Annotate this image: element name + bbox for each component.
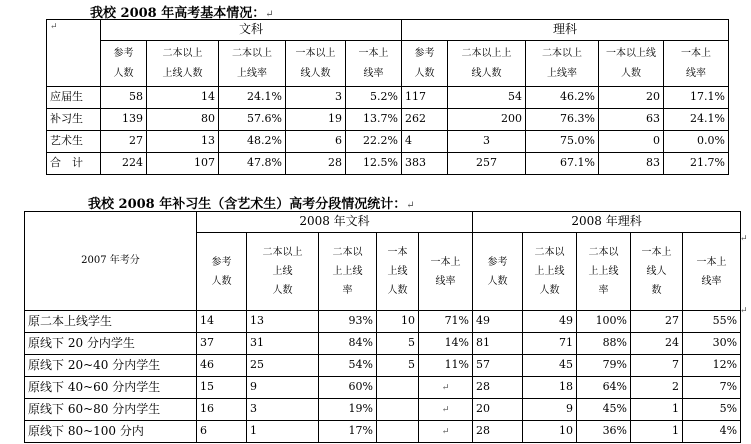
table2-group-header: 2008 年理科 bbox=[473, 212, 741, 233]
table-cell: 24.1% bbox=[219, 87, 286, 109]
table-row bbox=[47, 153, 729, 175]
paragraph-mark-icon: ↵ bbox=[265, 9, 274, 20]
table-row bbox=[25, 377, 741, 399]
table-cell: 15 bbox=[197, 377, 247, 399]
table-cell: 58 bbox=[101, 87, 147, 109]
table-cell: 117 bbox=[402, 87, 448, 109]
table1-corner-cell bbox=[47, 20, 101, 87]
table-cell: 17% bbox=[319, 421, 377, 443]
table-cell: 19% bbox=[319, 399, 377, 421]
table-row bbox=[25, 311, 741, 333]
table-cell bbox=[377, 399, 419, 421]
table-cell: 76.3% bbox=[526, 109, 599, 131]
table-cell: 1 bbox=[631, 399, 683, 421]
table-cell: 5 bbox=[377, 333, 419, 355]
table-cell: 45% bbox=[577, 399, 631, 421]
table-cell: 84% bbox=[319, 333, 377, 355]
table-cell: 36% bbox=[577, 421, 631, 443]
row-label: 原线下 20 分内学生 bbox=[25, 333, 197, 355]
table-cell: 139 bbox=[101, 109, 147, 131]
table-cell: 57 bbox=[473, 355, 523, 377]
table-cell: 47.8% bbox=[219, 153, 286, 175]
table-cell: 12.5% bbox=[346, 153, 402, 175]
paragraph-mark-icon: ↵ bbox=[441, 383, 450, 394]
table-row bbox=[47, 109, 729, 131]
table-cell: 200 bbox=[448, 109, 526, 131]
table-cell: 4 bbox=[402, 131, 448, 153]
table-cell: 16 bbox=[197, 399, 247, 421]
table-cell: 20 bbox=[599, 87, 664, 109]
table-cell: 46.2% bbox=[526, 87, 599, 109]
table-cell: 67.1% bbox=[526, 153, 599, 175]
table-cell: 25 bbox=[247, 355, 319, 377]
table1-col-header: 一本以上 线人数 bbox=[286, 41, 346, 87]
table-cell: 257 bbox=[448, 153, 526, 175]
table-cell: 27 bbox=[631, 311, 683, 333]
table2-col-header: 一本上 线率 bbox=[419, 233, 473, 311]
table-cell: 21.7% bbox=[664, 153, 729, 175]
table-cell: 46 bbox=[197, 355, 247, 377]
table-cell: 100% bbox=[577, 311, 631, 333]
table2-col-header: 二本以上 上线 人数 bbox=[247, 233, 319, 311]
table2-col-header: 参考 人数 bbox=[473, 233, 523, 311]
paragraph-mark-icon: ↵ bbox=[740, 234, 748, 244]
table-cell: 3 bbox=[448, 131, 526, 153]
row-label: 原线下 20~40 分内学生 bbox=[25, 355, 197, 377]
table-cell: 54% bbox=[319, 355, 377, 377]
paragraph-mark-icon: ↵ bbox=[406, 200, 415, 211]
table-cell: 22.2% bbox=[346, 131, 402, 153]
table-row bbox=[25, 333, 741, 355]
table-cell: 14 bbox=[197, 311, 247, 333]
table-cell: 5.2% bbox=[346, 87, 402, 109]
table-row bbox=[25, 399, 741, 421]
table-cell: 18 bbox=[523, 377, 577, 399]
table2-col-header: 二本以 上上线 率 bbox=[319, 233, 377, 311]
table-cell bbox=[377, 377, 419, 399]
table-cell: 28 bbox=[473, 377, 523, 399]
table1-title-text: 我校 2008 年高考基本情况： bbox=[90, 6, 266, 21]
row-label: 原线下 80~100 分内 bbox=[25, 421, 197, 443]
table-cell: 6 bbox=[286, 131, 346, 153]
table-cell: 1 bbox=[631, 421, 683, 443]
table2-col-header: 二本以 上上线 人数 bbox=[523, 233, 577, 311]
table1-col-header: 参考 人数 bbox=[101, 41, 147, 87]
table1-col-header: 一本上 线率 bbox=[346, 41, 402, 87]
table-cell: 24 bbox=[631, 333, 683, 355]
row-label: 原线下 60~80 分内学生 bbox=[25, 399, 197, 421]
table1-col-header: 二本以上 上线率 bbox=[526, 41, 599, 87]
table2-score-segments bbox=[24, 211, 741, 443]
table-cell: 107 bbox=[147, 153, 219, 175]
table-cell: 30% bbox=[683, 333, 741, 355]
table-cell: 71% bbox=[419, 311, 473, 333]
table-cell: 81 bbox=[473, 333, 523, 355]
table-cell: 28 bbox=[286, 153, 346, 175]
table-cell: 14 bbox=[147, 87, 219, 109]
table-cell: 49 bbox=[473, 311, 523, 333]
table1-group-header: 文科 bbox=[101, 20, 402, 41]
table-cell: 3 bbox=[286, 87, 346, 109]
table-row bbox=[25, 355, 741, 377]
table-cell: 0.0% bbox=[664, 131, 729, 153]
table-cell bbox=[419, 377, 473, 399]
table-cell: 31 bbox=[247, 333, 319, 355]
table1-col-header: 二本以上 上线率 bbox=[219, 41, 286, 87]
table-cell: 63 bbox=[599, 109, 664, 131]
table-cell: 7 bbox=[631, 355, 683, 377]
table-cell: 224 bbox=[101, 153, 147, 175]
table-cell: 27 bbox=[101, 131, 147, 153]
table-cell: 13.7% bbox=[346, 109, 402, 131]
table-cell: 9 bbox=[247, 377, 319, 399]
paragraph-mark-icon: ↵ bbox=[740, 306, 748, 316]
table-cell: 17.1% bbox=[664, 87, 729, 109]
paragraph-mark-icon: ↵ bbox=[50, 22, 58, 32]
table2-title bbox=[88, 193, 415, 212]
table-cell: 10 bbox=[377, 311, 419, 333]
table1-group-header: 理科 bbox=[402, 20, 729, 41]
table2-group-header: 2008 年文科 bbox=[197, 212, 473, 233]
table-cell: 6 bbox=[197, 421, 247, 443]
table-cell: 14% bbox=[419, 333, 473, 355]
table-cell: 3 bbox=[247, 399, 319, 421]
table-cell: 5% bbox=[683, 399, 741, 421]
table-cell: 64% bbox=[577, 377, 631, 399]
table-cell: 13 bbox=[247, 311, 319, 333]
table-cell: 1 bbox=[247, 421, 319, 443]
table-cell: 12% bbox=[683, 355, 741, 377]
table2-col-header: 一本 上线 人数 bbox=[377, 233, 419, 311]
table-cell: 83 bbox=[599, 153, 664, 175]
row-label: 补习生 bbox=[47, 109, 101, 131]
table2-corner-label: 2007 年考分 bbox=[25, 212, 197, 311]
table-cell: 2 bbox=[631, 377, 683, 399]
table-cell: 5 bbox=[377, 355, 419, 377]
table-cell: 7% bbox=[683, 377, 741, 399]
table-row bbox=[47, 87, 729, 109]
table-cell: 13 bbox=[147, 131, 219, 153]
row-label: 原二本上线学生 bbox=[25, 311, 197, 333]
table-cell: 28 bbox=[473, 421, 523, 443]
table-cell: 55% bbox=[683, 311, 741, 333]
table-cell: 75.0% bbox=[526, 131, 599, 153]
paragraph-mark-icon: ↵ bbox=[441, 427, 450, 438]
table2-title-text: 我校 2008 年补习生（含艺术生）高考分段情况统计： bbox=[88, 197, 407, 212]
row-label: 艺术生 bbox=[47, 131, 101, 153]
table-cell: 262 bbox=[402, 109, 448, 131]
table-cell: 93% bbox=[319, 311, 377, 333]
paragraph-mark-icon: ↵ bbox=[441, 405, 450, 416]
table-cell: 48.2% bbox=[219, 131, 286, 153]
table2-col-header: 二本以 上上线 率 bbox=[577, 233, 631, 311]
table-cell: 37 bbox=[197, 333, 247, 355]
table2-col-header: 一本上 线人 数 bbox=[631, 233, 683, 311]
table-cell: 80 bbox=[147, 109, 219, 131]
table-cell: 60% bbox=[319, 377, 377, 399]
table1-col-header: 二本以上上 线人数 bbox=[448, 41, 526, 87]
table1-col-header: 参考 人数 bbox=[402, 41, 448, 87]
table-cell: 45 bbox=[523, 355, 577, 377]
table-cell: 0 bbox=[599, 131, 664, 153]
table2-col-header: 一本上 线率 bbox=[683, 233, 741, 311]
table-cell bbox=[377, 421, 419, 443]
row-label: 原线下 40~60 分内学生 bbox=[25, 377, 197, 399]
table-cell bbox=[419, 421, 473, 443]
table-cell: 4% bbox=[683, 421, 741, 443]
table-cell: 11% bbox=[419, 355, 473, 377]
table-cell: 71 bbox=[523, 333, 577, 355]
table-cell: 10 bbox=[523, 421, 577, 443]
table-cell: 79% bbox=[577, 355, 631, 377]
table-cell: 57.6% bbox=[219, 109, 286, 131]
table2-col-header: 参考 人数 bbox=[197, 233, 247, 311]
table-cell: 49 bbox=[523, 311, 577, 333]
table-cell: 88% bbox=[577, 333, 631, 355]
row-label: 应届生 bbox=[47, 87, 101, 109]
table-cell: 19 bbox=[286, 109, 346, 131]
table-cell: 54 bbox=[448, 87, 526, 109]
table-cell: 383 bbox=[402, 153, 448, 175]
table-cell bbox=[419, 399, 473, 421]
row-label: 合 计 bbox=[47, 153, 101, 175]
table1-col-header: 二本以上 上线人数 bbox=[147, 41, 219, 87]
table1-col-header: 一本上 线率 bbox=[664, 41, 729, 87]
table-cell: 9 bbox=[523, 399, 577, 421]
table-row bbox=[25, 421, 741, 443]
table-cell: 20 bbox=[473, 399, 523, 421]
table1-col-header: 一本以上线 人数 bbox=[599, 41, 664, 87]
table1-basic-stats bbox=[46, 19, 729, 175]
table-cell: 24.1% bbox=[664, 109, 729, 131]
table-row bbox=[47, 131, 729, 153]
